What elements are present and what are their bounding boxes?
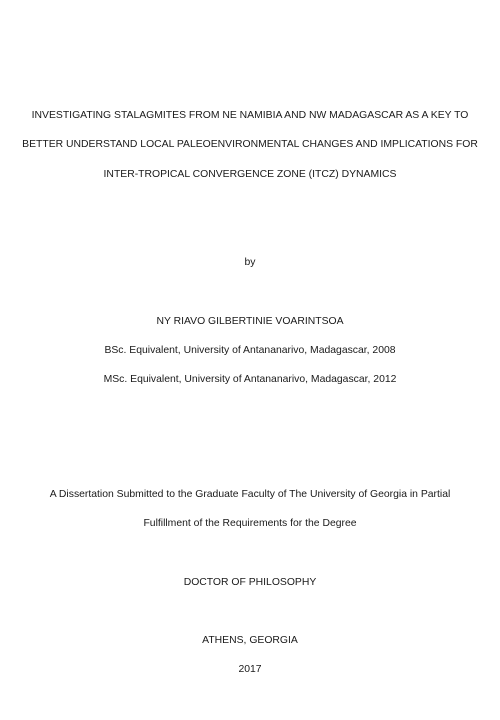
by-label: by [244, 257, 256, 268]
submission-statement-line-1: A Dissertation Submitted to the Graduate Faculty of The University of Georgia in Partial [49, 489, 451, 500]
title-line-3: INTER-TROPICAL CONVERGENCE ZONE (ITCZ) DYNAMICS [103, 169, 397, 180]
location: ATHENS, GEORGIA [202, 635, 298, 646]
author-degree-msc: MSc. Equivalent, University of Antananarivo, Madagascar, 2012 [103, 374, 397, 385]
year: 2017 [238, 664, 262, 675]
author-degree-bsc: BSc. Equivalent, University of Antananarivo, Madagascar, 2008 [104, 345, 396, 356]
degree-title: DOCTOR OF PHILOSOPHY [183, 577, 317, 588]
author-name: NY RIAVO GILBERTINIE VOARINTSOA [156, 316, 344, 327]
submission-statement-line-2: Fulfillment of the Requirements for the Degree [143, 518, 357, 529]
title-line-2: BETTER UNDERSTAND LOCAL PALEOENVIRONMENTAL CHANGES AND IMPLICATIONS FOR [22, 139, 478, 150]
title-line-1: INVESTIGATING STALAGMITES FROM NE NAMIBIA AND NW MADAGASCAR AS A KEY TO [31, 110, 469, 121]
